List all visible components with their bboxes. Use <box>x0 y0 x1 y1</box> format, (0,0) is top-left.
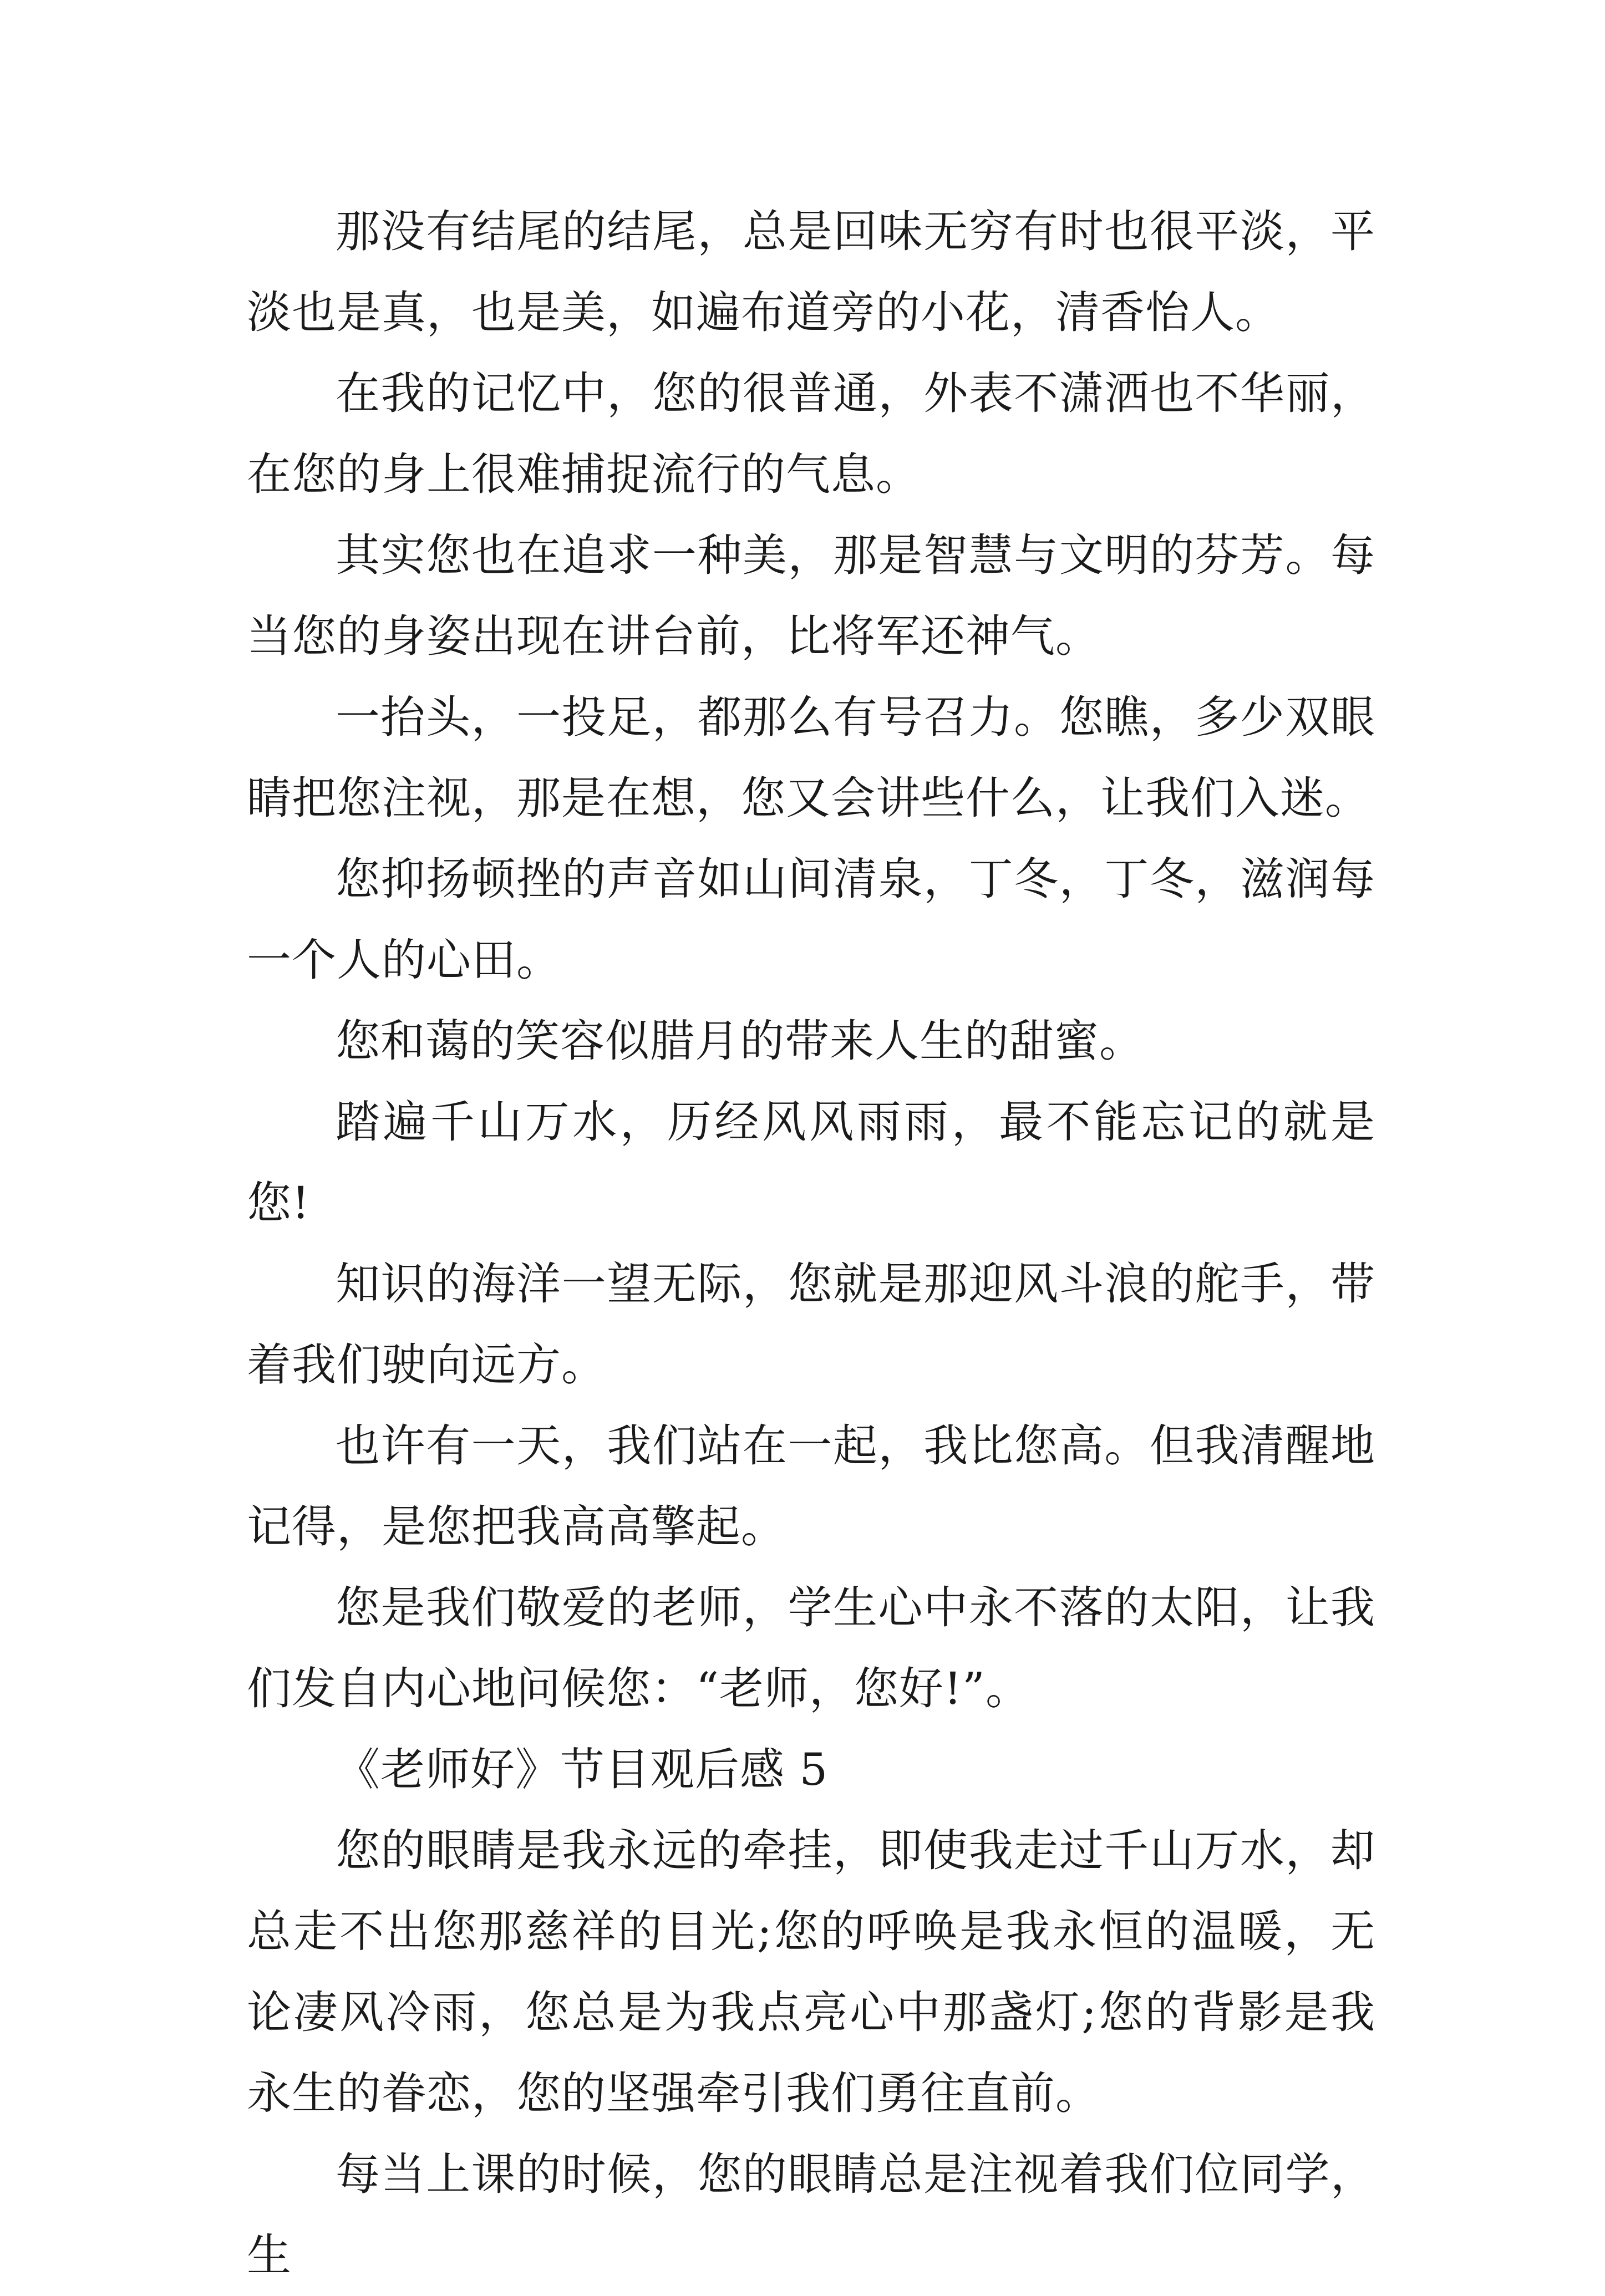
paragraph: 知识的海洋一望无际，您就是那迎风斗浪的舵手，带着我们驶向远方。 <box>247 1258 1375 1391</box>
paragraph: 踏遍千山万水，历经风风雨雨，最不能忘记的就是您! <box>247 1096 1375 1229</box>
paragraph: 每当上课的时候，您的眼睛总是注视着我们位同学，生 <box>247 2149 1375 2281</box>
paragraph: 您和蔼的笑容似腊月的带来人生的甜蜜。 <box>336 1015 1144 1067</box>
paragraph: 那没有结尾的结尾，总是回味无穷有时也很平淡，平淡也是真，也是美，如遍布道旁的小花，清香怡人。 <box>247 206 1375 338</box>
paragraph: 一抬头，一投足，都那么有号召力。您瞧，多少双眼睛把您注视，那是在想，您又会讲些什么，让我们入迷。 <box>247 691 1375 824</box>
paragraph: 您是我们敬爱的老师，学生心中永不落的太阳，让我们发自内心地问候您：“老师，您好!”。 <box>247 1582 1375 1714</box>
paragraph: 在我的记忆中，您的很普通，外表不潇洒也不华丽，在您的身上很难捕捉流行的气息。 <box>247 368 1375 500</box>
paragraph: 也许有一天，我们站在一起，我比您高。但我清醒地记得，是您把我高高擎起。 <box>247 1420 1375 1552</box>
paragraph: 您的眼睛是我永远的牵挂，即使我走过千山万水，却总走不出您那慈祥的目光;您的呼唤是我永恒的温暖，无论凄风冷雨，您总是为我点亮心中那盏灯;您的背影是我永生的眷恋，您的坚强牵引我们勇往直前。 <box>247 1825 1375 2119</box>
paragraph: 您抑扬顿挫的声音如山间清泉，丁冬，丁冬，滋润每一个人的心田。 <box>247 853 1375 986</box>
paragraph: 其实您也在追求一种美，那是智慧与文明的芬芳。每当您的身姿出现在讲台前，比将军还神气。 <box>247 530 1375 662</box>
section-title: 《老师好》节目观后感 5 <box>336 1744 829 1795</box>
document-body <box>247 191 1375 2296</box>
